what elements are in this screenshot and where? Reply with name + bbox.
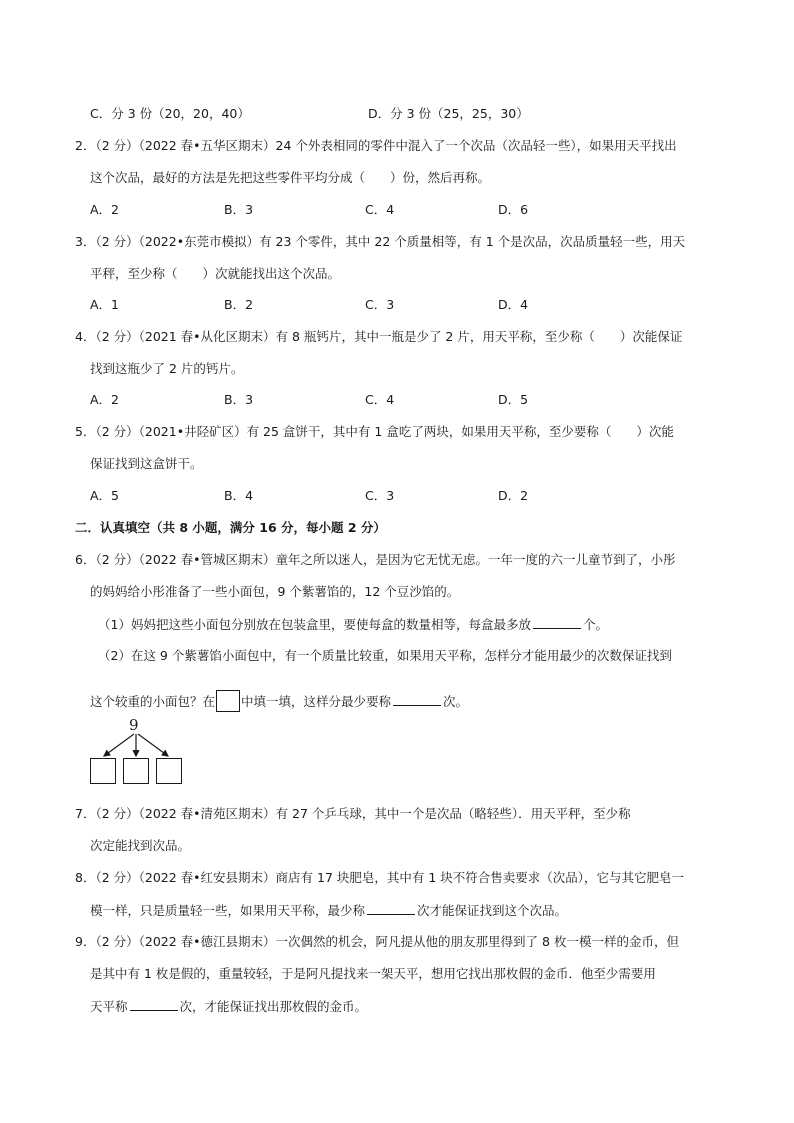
q2-option-b: B．3 [224, 202, 254, 217]
q4-option-d: D．5 [498, 392, 529, 407]
q5-line1: 5．（2 分）（2021•井陉矿区）有 25 盒饼干，其中有 1 盒吃了两块，如果用天平称，至少要称（ ）次能 [75, 424, 674, 439]
q6-sub2-text-b: 中填一填，这样分最少要称 [241, 694, 392, 709]
q5-option-c: C．3 [365, 488, 395, 503]
q3-option-c: C．3 [365, 297, 395, 312]
q9-line2: 是其中有 1 枚是假的，重量较轻，于是阿凡提找来一架天平，想用它找出那枚假的金币．他至少需要用 [90, 966, 656, 981]
q3-option-d: D．4 [498, 297, 529, 312]
q1-option-c: C．分 3 份（20，20，40） [90, 106, 250, 121]
q6-sub2: （2）在这 9 个紫薯馅小面包中，有一个质量比较重，如果用天平称，怎样分才能用最少的次数保证找到 [98, 648, 672, 663]
q9-line3 [90, 998, 367, 1015]
q3-option-a: A．1 [90, 297, 120, 312]
q9-blank[interactable] [130, 998, 178, 1011]
q5-option-d: D．2 [498, 488, 529, 503]
q6-sub1 [98, 616, 608, 633]
q4-option-c: C．4 [365, 392, 395, 407]
q6-line2: 的妈妈给小彤准备了一些小面包，9 个紫薯馅的，12 个豆沙馅的。 [90, 584, 460, 599]
q2-option-c: C．4 [365, 202, 395, 217]
q3-option-b: B．2 [224, 297, 254, 312]
q5-line2: 保证找到这盒饼干。 [90, 456, 203, 471]
q6-line1: 6．（2 分）（2022 春•管城区期末）童年之所以迷人，是因为它无忧无虑。一年一度的六一儿童节到了，小彤 [75, 552, 676, 567]
q5-option-a: A．5 [90, 488, 120, 503]
q7-line1: 7．（2 分）（2022 春•清苑区期末）有 27 个乒乓球，其中一个是次品（略轻些）．用天平秤，至少称 [75, 806, 631, 821]
q2-option-d: D．6 [498, 202, 529, 217]
q6-sub2-line2 [90, 690, 468, 712]
q9-line3-text-b: 次，才能保证找出那枚假的金币。 [179, 999, 368, 1014]
diagram-box-2[interactable] [123, 758, 149, 784]
q2-line2: 这个次品，最好的方法是先把这些零件平均分成（ ）份，然后再称。 [90, 170, 491, 185]
q5-option-b: B．4 [224, 488, 254, 503]
diagram-box-1[interactable] [90, 758, 116, 784]
q9-line3-text-a: 天平称 [90, 999, 128, 1014]
answer-box-icon [216, 690, 240, 712]
q2-line1: 2．（2 分）（2022 春•五华区期末）24 个外表相同的零件中混入了一个次品（次品轻一些），如果用天平找出 [75, 138, 677, 153]
diagram-number: 9 [129, 716, 139, 734]
q4-option-b: B．3 [224, 392, 254, 407]
q6-sub1-blank[interactable] [533, 616, 581, 629]
q3-line2: 平秤，至少称（ ）次就能找出这个次品。 [90, 266, 341, 281]
q9-line1: 9．（2 分）（2022 春•德江县期末）一次偶然的机会，阿凡提从他的朋友那里得到了 8 枚一模一样的金币，但 [75, 934, 679, 949]
q8-line2-text-b: 次才能保证找到这个次品。 [417, 903, 568, 918]
q1-option-d: D．分 3 份（25，25，30） [368, 106, 529, 121]
q6-sub2-text-c: 次。 [443, 694, 469, 709]
q6-sub2-blank[interactable] [393, 693, 441, 706]
q6-sub1-unit: 个。 [582, 617, 608, 632]
q4-option-a: A．2 [90, 392, 120, 407]
q8-blank[interactable] [367, 902, 415, 915]
q7-line2: 次定能找到次品。 [90, 838, 191, 853]
q4-line1: 4．（2 分）（2021 春•从化区期末）有 8 瓶钙片，其中一瓶是少了 2 片，用天平称，至少称（ ）次能保证 [75, 329, 683, 344]
q2-option-a: A．2 [90, 202, 120, 217]
q8-line2 [90, 902, 567, 919]
q8-line2-text-a: 模一样，只是质量轻一些，如果用天平称，最少称 [90, 903, 366, 918]
q8-line1: 8．（2 分）（2022 春•红安县期末）商店有 17 块肥皂，其中有 1 块不符合售卖要求（次品），它与其它肥皂一 [75, 870, 685, 885]
q3-line1: 3．（2 分）（2022•东莞市模拟）有 23 个零件，其中 22 个质量相等，有 1 个是次品，次品质量轻一些，用天 [75, 234, 686, 249]
q6-sub2-text-a: 这个较重的小面包？在 [90, 694, 216, 709]
section-heading: 二．认真填空（共 8 小题，满分 16 分，每小题 2 分） [75, 520, 386, 535]
q6-sub1-text: （1）妈妈把这些小面包分别放在包装盒里，要使每盒的数量相等，每盒最多放 [98, 617, 531, 632]
q4-line2: 找到这瓶少了 2 片的钙片。 [90, 361, 244, 376]
diagram-box-3[interactable] [156, 758, 182, 784]
